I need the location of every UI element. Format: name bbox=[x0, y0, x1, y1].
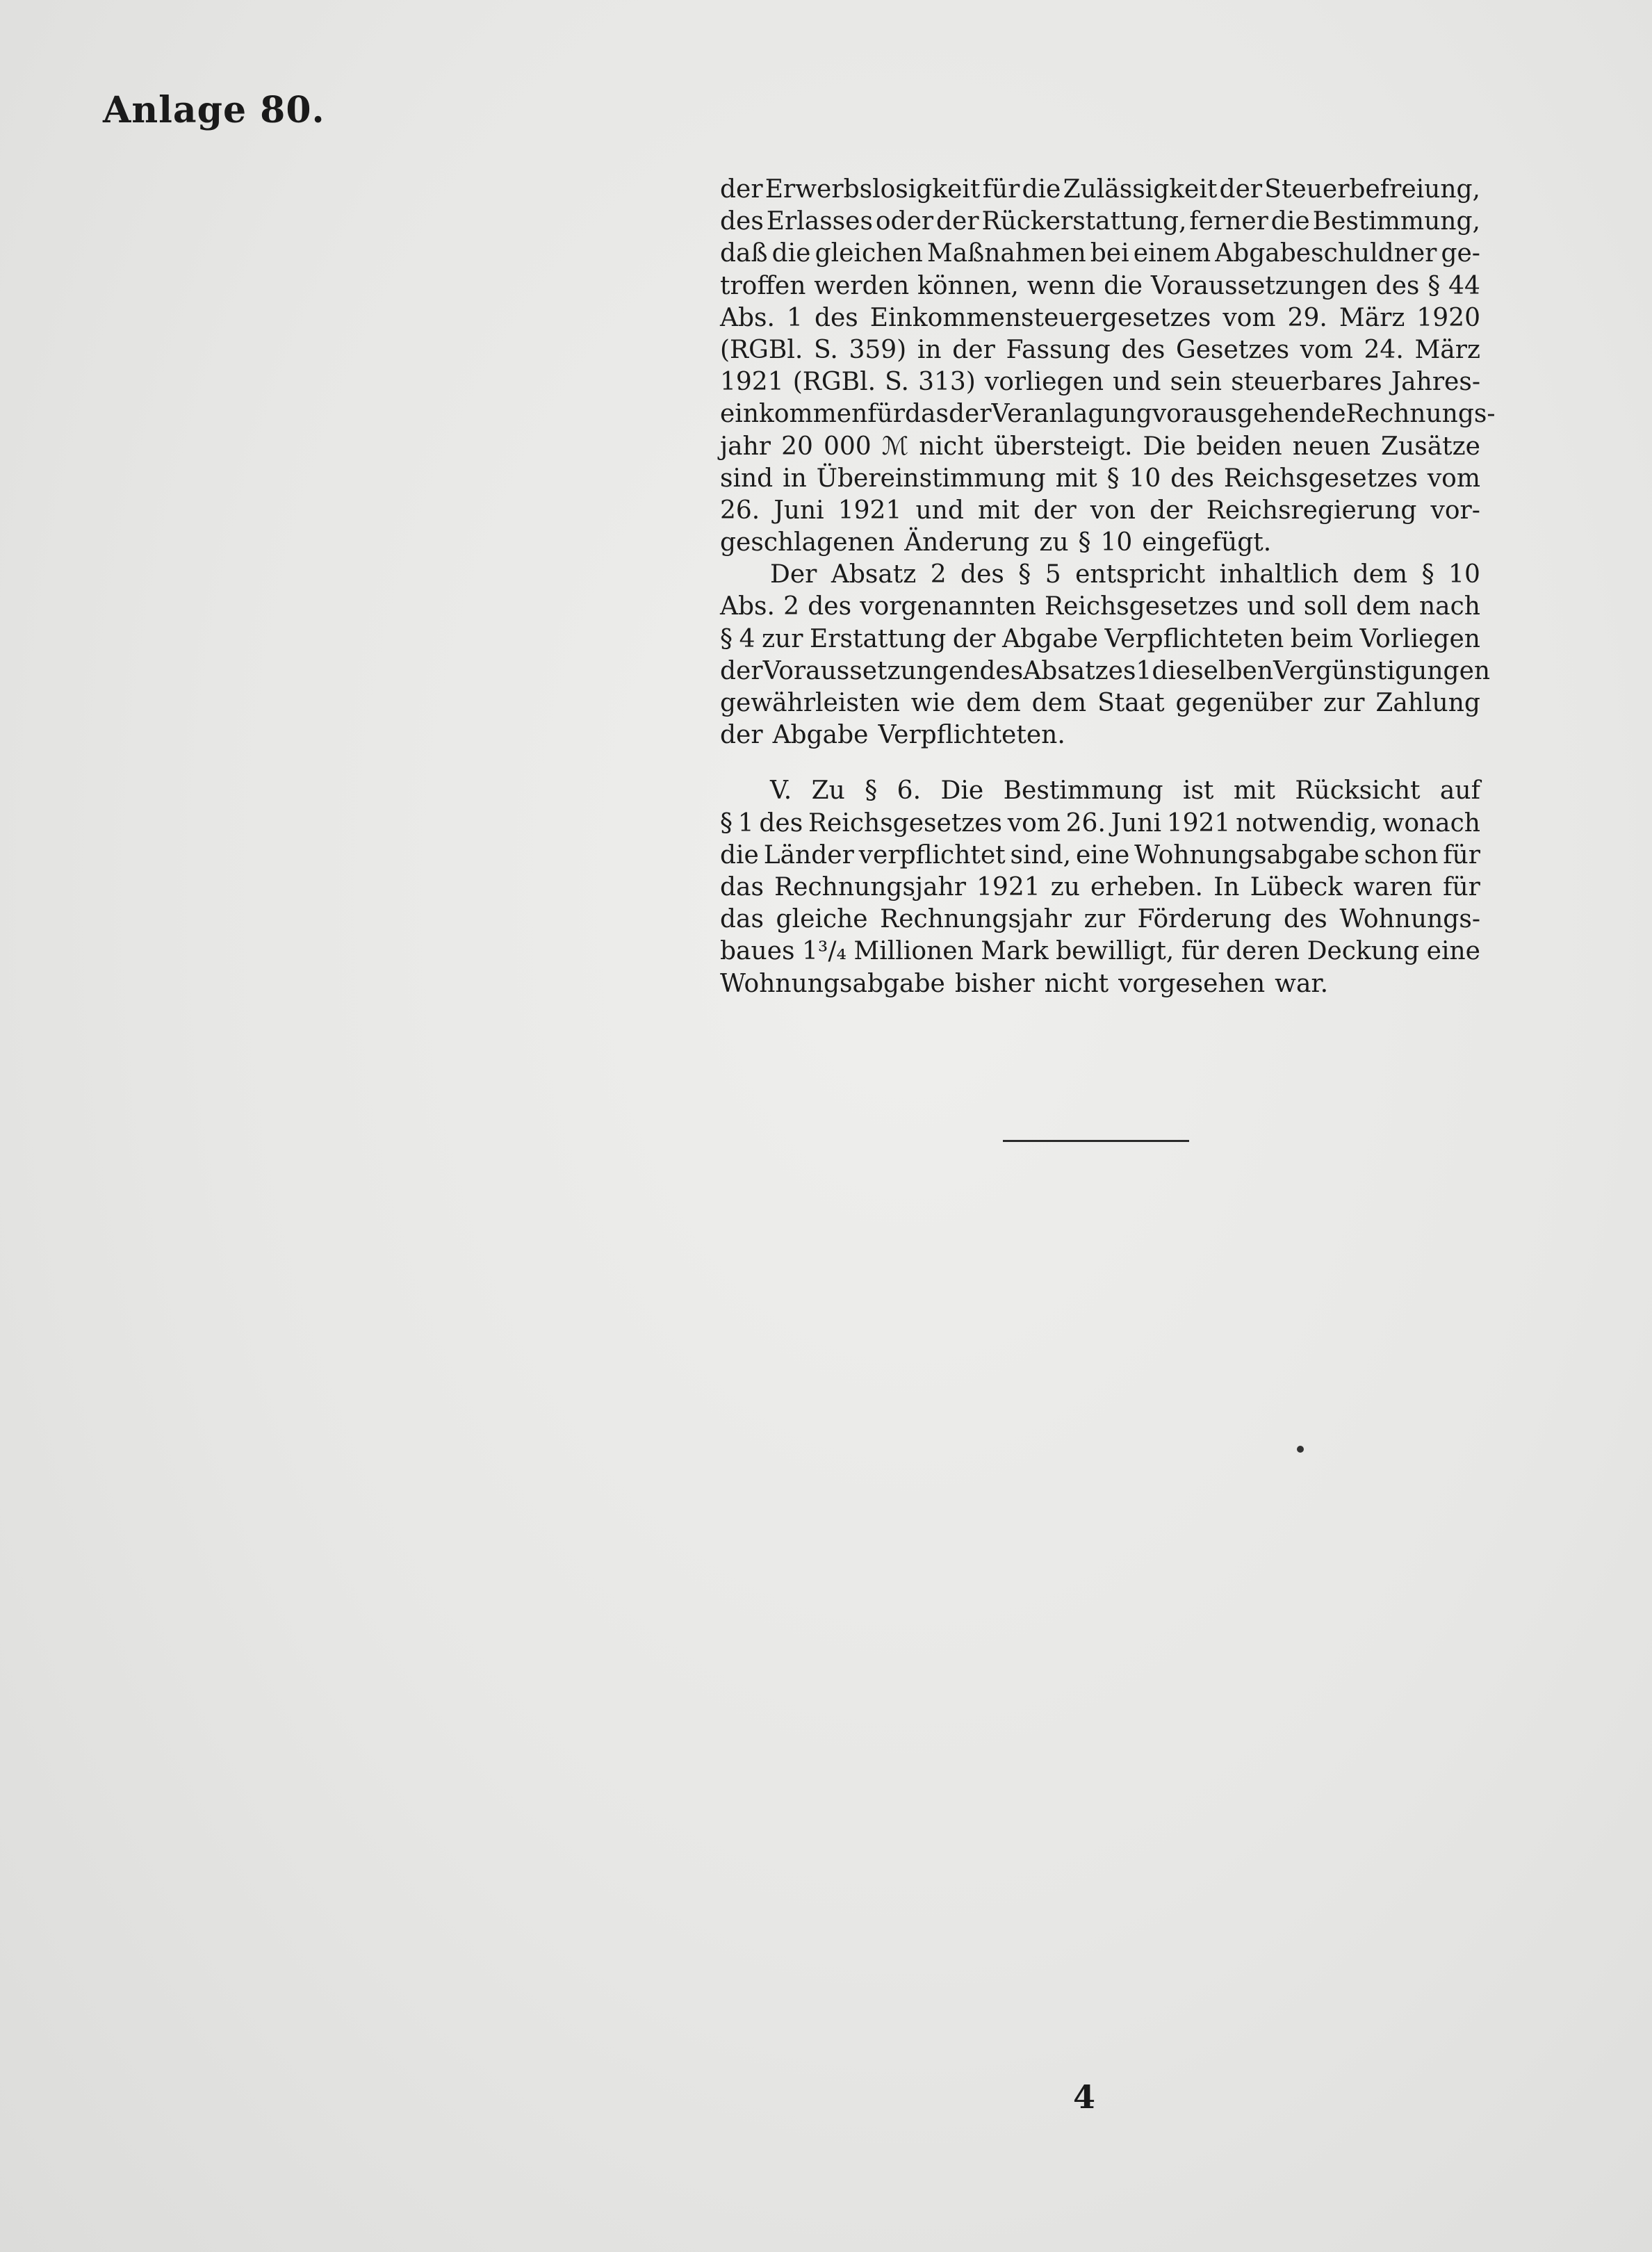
text-line: das Rechnungsjahr 1921 zu erheben. In Lübeck waren für bbox=[720, 872, 1480, 901]
text-line: (RGBl. S. 359) in der Fassung des Gesetzes vom 24. März bbox=[720, 335, 1480, 364]
appendix-label: Anlage 80. bbox=[103, 89, 325, 131]
text-line: Wohnungsabgabe bisher nicht vorgesehen war. bbox=[720, 969, 1329, 998]
text-line: § 4 zur Erstattung der Abgabe Verpflichteten beim Vorliegen bbox=[720, 624, 1480, 653]
section-divider bbox=[1003, 1140, 1189, 1142]
text-line: 1921 (RGBl. S. 313) vorliegen und sein steuerbares Jahres- bbox=[720, 368, 1480, 397]
page-number: 4 bbox=[1073, 2078, 1096, 2116]
text-line: der Erwerbslosigkeit für die Zulässigkeit der Steuerbefreiung, bbox=[720, 175, 1480, 204]
text-line: des Erlasses oder der Rückerstattung, ferner die Bestimmung, bbox=[720, 207, 1480, 236]
text-line: das gleiche Rechnungsjahr zur Förderung des Wohnungs- bbox=[720, 905, 1480, 934]
text-line: troffen werden können, wenn die Voraussetzungen des § 44 bbox=[720, 271, 1480, 300]
text-line: daß die gleichen Maßnahmen bei einem Abgabeschuldner ge- bbox=[720, 239, 1480, 268]
ink-speck bbox=[1297, 1446, 1304, 1453]
text-line: der Voraussetzungen des Absatzes 1 dieselben Vergünstigungen bbox=[720, 656, 1491, 685]
text-line: Abs. 2 des vorgenannten Reichsgesetzes und soll dem nach bbox=[720, 592, 1480, 621]
text-line: gewährleisten wie dem dem Staat gegenüber zur Zahlung bbox=[720, 689, 1480, 717]
paragraph-gap bbox=[720, 751, 1480, 775]
text-line: Der Absatz 2 des § 5 entspricht inhaltlich dem § 10 bbox=[770, 560, 1480, 589]
text-line: V. Zu § 6. Die Bestimmung ist mit Rücksicht auf bbox=[770, 776, 1480, 806]
text-line: der Abgabe Verpflichteten. bbox=[720, 721, 1065, 750]
text-line: § 1 des Reichsgesetzes vom 26. Juni 1921 notwendig, wonach bbox=[720, 808, 1480, 838]
text-line: Abs. 1 des Einkommensteuergesetzes vom 29. März 1920 bbox=[720, 303, 1480, 332]
text-line: geschlagenen Änderung zu § 10 eingefügt. bbox=[720, 528, 1272, 557]
text-line: baues 1³/₄ Millionen Mark bewilligt, für deren Deckung eine bbox=[720, 937, 1480, 966]
body-text bbox=[720, 174, 1496, 1000]
text-line: 26. Juni 1921 und mit der von der Reichsregierung vor- bbox=[720, 496, 1480, 525]
text-line: jahr 20 000 ℳ nicht übersteigt. Die beiden neuen Zusätze bbox=[720, 432, 1480, 461]
text-line: sind in Übereinstimmung mit § 10 des Reichsgesetzes vom bbox=[720, 464, 1480, 493]
text-line: die Länder verpflichtet sind, eine Wohnungsabgabe schon für bbox=[720, 840, 1480, 870]
text-line: einkommen für das der Veranlagung vorausgehende Rechnungs- bbox=[720, 400, 1496, 429]
